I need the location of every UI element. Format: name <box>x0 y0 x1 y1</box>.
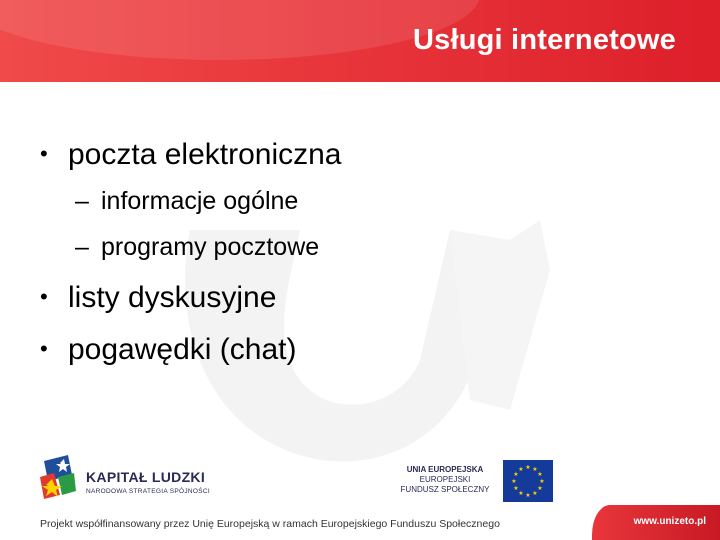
sub-bullet-item <box>75 233 319 262</box>
slide-title: Usługi internetowe <box>412 24 676 56</box>
svg-text:★: ★ <box>518 490 524 497</box>
svg-text:★: ★ <box>513 471 519 478</box>
footer-url-tab <box>592 505 720 540</box>
svg-text:★: ★ <box>518 466 524 473</box>
kapital-ludzki-logo-icon <box>38 455 78 503</box>
bullet-glyph: • <box>40 336 48 361</box>
dash-glyph: – <box>75 233 89 261</box>
eu-label-line3: FUNDUSZ SPOŁECZNY <box>400 485 490 494</box>
bullet-glyph: • <box>40 141 48 166</box>
bullet-label: listy dyskusyjne <box>68 281 277 314</box>
bullet-item <box>40 138 342 172</box>
svg-text:★: ★ <box>532 490 538 497</box>
eu-flag-icon <box>503 460 553 502</box>
sub-bullet-item <box>75 187 298 216</box>
footer-url[interactable]: www.unizeto.pl <box>633 516 706 527</box>
svg-text:★: ★ <box>532 466 538 473</box>
svg-text:★: ★ <box>525 492 531 499</box>
bullet-item <box>40 333 296 367</box>
bullet-label: pogawędki (chat) <box>68 333 297 366</box>
svg-text:★: ★ <box>513 485 519 492</box>
bullet-label: poczta elektroniczna <box>68 138 342 171</box>
svg-text:★: ★ <box>537 485 543 492</box>
kapital-ludzki-subtitle: NARODOWA STRATEGIA SPÓJNOŚCI <box>86 488 210 495</box>
sub-bullet-label: informacje ogólne <box>101 187 299 215</box>
eu-label <box>395 465 495 495</box>
kapital-ludzki-title: KAPITAŁ LUDZKI <box>86 469 206 485</box>
svg-text:★: ★ <box>537 471 543 478</box>
bullet-glyph: • <box>40 284 48 309</box>
dash-glyph: – <box>75 187 89 215</box>
eu-label-line2: EUROPEJSKI <box>419 475 471 484</box>
sub-bullet-label: programy pocztowe <box>101 233 320 261</box>
svg-text:★: ★ <box>511 478 517 485</box>
eu-label-line1: UNIA EUROPEJSKA <box>406 465 484 474</box>
bullet-item <box>40 281 276 315</box>
svg-text:★: ★ <box>525 464 531 471</box>
footer-note: Projekt współfinansowany przez Unię Europejską w ramach Europejskiego Funduszu Społecznego <box>40 518 500 530</box>
svg-text:★: ★ <box>539 478 545 485</box>
